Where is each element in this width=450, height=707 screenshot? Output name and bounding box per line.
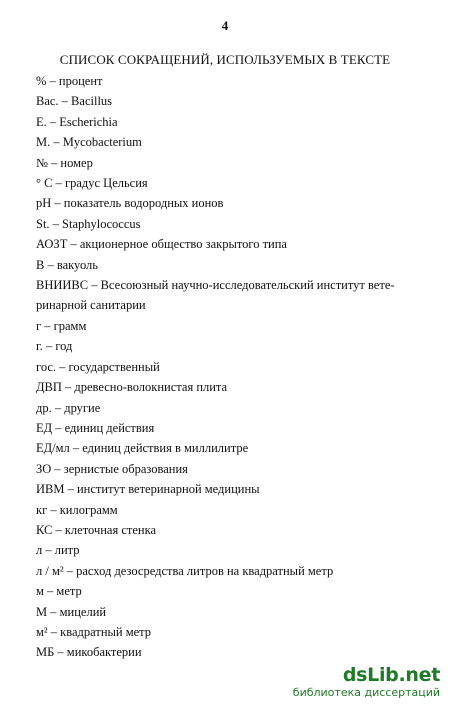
page-title: СПИСОК СОКРАЩЕНИЙ, ИСПОЛЬЗУЕМЫХ В ТЕКСТЕ [59, 52, 391, 67]
list-item: г. – год [36, 339, 73, 354]
watermark-subtitle: библиотека диссертаций [292, 686, 440, 699]
list-item-continuation: ринарной санитарии [36, 298, 146, 313]
list-item: pH – показатель водородных ионов [36, 196, 224, 211]
list-item: ДВП – древесно-волокнистая плита [36, 380, 228, 395]
list-item: ЕД – единиц действия [36, 420, 155, 435]
list-item: E. – Escherichia [36, 114, 118, 129]
list-item: ° С – градус Цельсия [36, 176, 148, 191]
list-item: др. – другие [36, 400, 101, 415]
list-item: № – номер [36, 155, 93, 170]
list-item: ВНИИВС – Всесоюзный научно-исследовательский институт вете- [36, 278, 395, 293]
list-item: В – вакуоль [36, 257, 98, 272]
list-item: ИВМ – институт ветеринарной медицины [36, 482, 260, 497]
watermark[interactable] [293, 664, 440, 699]
list-item: м² – квадратный метр [36, 624, 152, 639]
list-item: МБ – микобактерии [36, 645, 142, 660]
list-item: м – метр [36, 584, 82, 599]
list-item: кг – килограмм [36, 502, 118, 517]
list-item: St. – Staphylococcus [36, 216, 141, 231]
list-item: АОЗТ – акционерное общество закрытого типа [36, 237, 287, 252]
list-item: % – процент [36, 74, 103, 88]
list-item: ЕД/мл – единиц действия в миллилитре [36, 441, 249, 456]
list-item: Bac. – Bacillus [36, 94, 113, 109]
list-item: л / м² – расход дезосредства литров на квадратный метр [36, 563, 334, 578]
list-item: г – грамм [36, 318, 87, 333]
list-item: КС – клеточная стенка [36, 522, 157, 537]
page-number: 4 [221, 18, 229, 33]
watermark-brand[interactable]: dsLib.net [342, 664, 440, 686]
list-item: гос. – государственный [36, 359, 160, 374]
list-item: л – литр [36, 543, 80, 558]
list-item: M. – Mycobacterium [36, 135, 142, 150]
list-item: М – мицелий [36, 604, 107, 619]
abbreviation-list [36, 71, 436, 663]
list-item: ЗО – зернистые образования [36, 461, 188, 476]
